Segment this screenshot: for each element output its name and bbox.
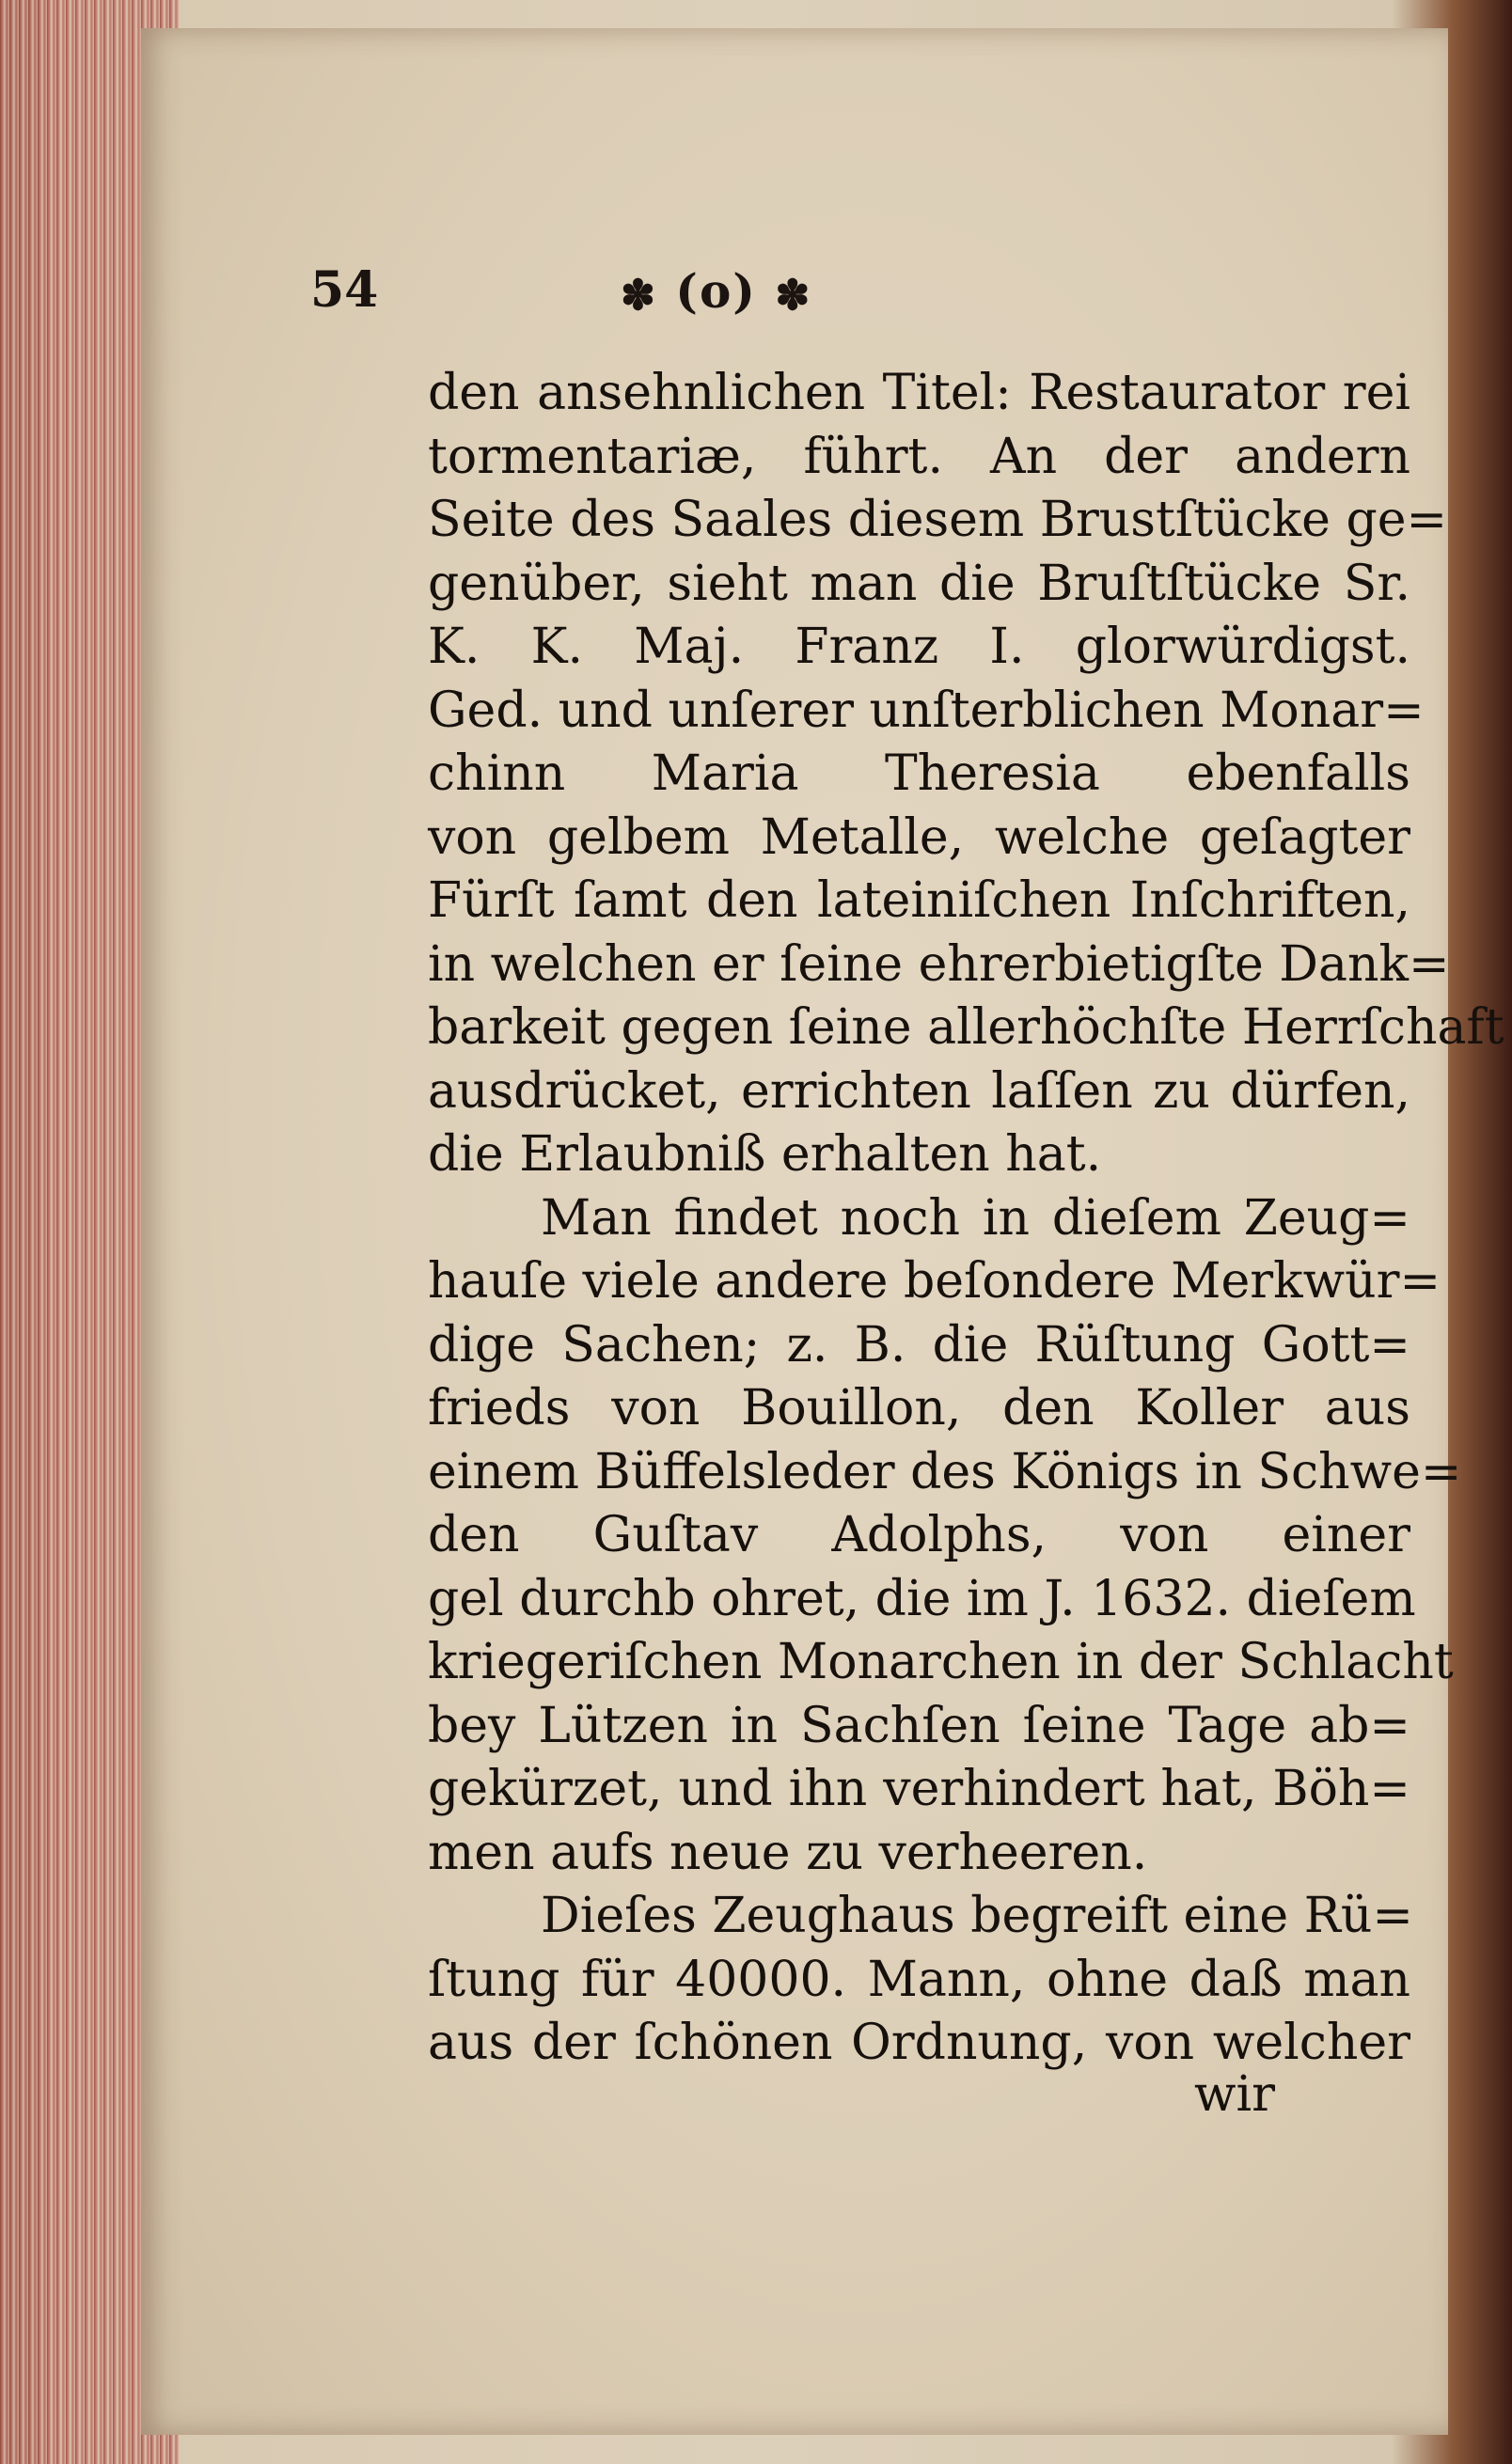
text-line: den Guſtav Adolphs, von einer (428, 1507, 1410, 1563)
text-line: von gelbem Metalle, welche geſagter (428, 808, 1410, 866)
running-head (621, 263, 811, 320)
text-line: men aufs neue zu verheeren. (428, 1824, 1148, 1881)
text-line: Fürſt ſamt den lateiniſchen Inſchriften, (428, 872, 1410, 929)
text-line: barkeit gegen ſeine allerhöchſte Herrſchaft (428, 999, 1504, 1056)
text-line: Seite des Saales diesem Brustſtücke ge= (428, 492, 1448, 548)
page-number: 54 (310, 261, 379, 319)
text-line: Ged. und unſerer unſterblichen Monar= (428, 682, 1425, 739)
text-line: ausdrücket, errichten laſſen zu dürfen, (428, 1062, 1410, 1120)
text-line: gel durchb ohret, die im J. 1632. dieſem (428, 1570, 1416, 1627)
body-text (428, 362, 1504, 2076)
ornament-left-icon: ✽ (621, 271, 657, 320)
text-line: den ansehnlichen Titel: Restaurator rei (428, 365, 1410, 421)
page-header (310, 261, 1410, 337)
text-line: bey Lützen in Sachſen ſeine Tage ab= (428, 1697, 1410, 1754)
text-line: einem Büffelsleder des Königs in Schwe= (428, 1443, 1462, 1500)
text-line: tormentariæ, führt. An der andern (428, 428, 1410, 485)
text-line: gekürzet, und ihn verhindert hat, Böh= (428, 1761, 1410, 1817)
text-line: aus der ſchönen Ordnung, von welcher (428, 2015, 1410, 2071)
text-line: frieds von Bouillon, den Koller aus (428, 1380, 1410, 1436)
text-line: K. K. Maj. Franz I. glorwürdigst. (428, 619, 1410, 675)
text-line: genüber, sieht man die Bruſtſtücke Sr. (428, 555, 1410, 612)
text-line: ſtung für 40000. Mann, ohne daß man (428, 1951, 1410, 2008)
text-line: chinn Maria Theresia ebenfalls (428, 745, 1410, 802)
text-line: die Erlaubniß erhalten hat. (428, 1126, 1102, 1183)
text-line: Man findet noch in dieſem Zeug= (541, 1189, 1410, 1247)
text-line: in welchen er ſeine ehrerbietigſte Dank= (428, 935, 1450, 993)
catchword: wir (1194, 2066, 1275, 2123)
text-line: Dieſes Zeughaus begreift eine Rü= (541, 1888, 1413, 1944)
text-line: kriegeriſchen Monarchen in der Schlacht (428, 1634, 1454, 1690)
text-line: dige Sachen; z. B. die Rüſtung Gott= (428, 1316, 1410, 1373)
running-head-text: (o) (675, 263, 757, 319)
ornament-right-icon: ✽ (775, 271, 812, 320)
text-line: hauſe viele andere beſondere Merkwür= (428, 1253, 1441, 1310)
